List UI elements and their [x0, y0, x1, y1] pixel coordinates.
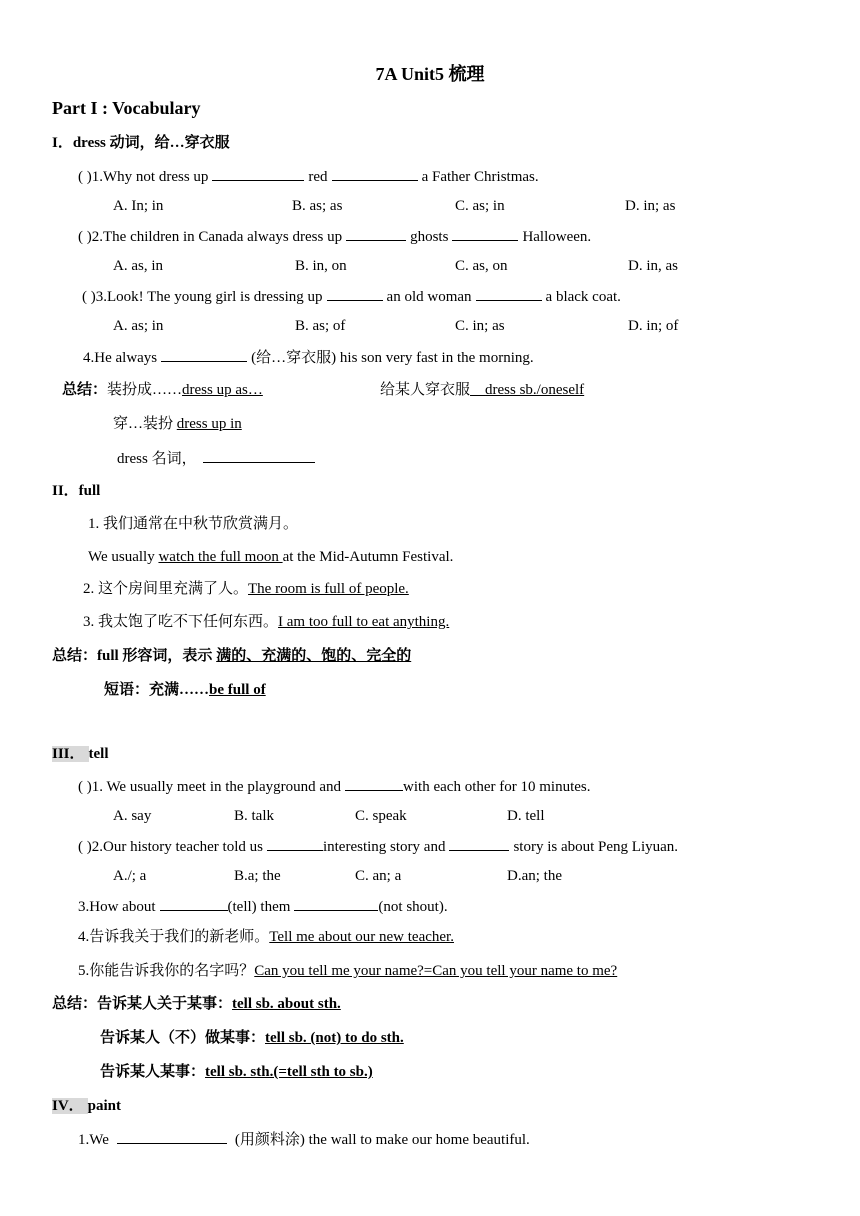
question-text: 1.We	[78, 1132, 109, 1148]
summary-text: 总结：full 形容词，表示	[52, 648, 217, 664]
summary-full	[52, 646, 411, 666]
option: A. as; in	[113, 318, 164, 334]
summary-answer: dress up as…	[182, 382, 263, 398]
answer-blank	[212, 166, 304, 181]
answer-blank	[203, 448, 315, 463]
full-example-3	[83, 612, 449, 632]
example-answer: I am too full to eat anything.	[278, 614, 450, 630]
section-word: tell	[88, 746, 109, 762]
section-heading-tell	[52, 744, 109, 764]
option: C. an; a	[355, 868, 402, 884]
option: D. in, as	[628, 258, 678, 274]
answer-paren: ( )	[78, 169, 92, 185]
question-text: 4.告诉我关于我们的新老师。	[78, 929, 270, 945]
question-text: 2.Our history teacher told us	[91, 839, 263, 855]
summary-tell-1	[52, 994, 341, 1014]
summary-answer: tell sb. (not) to do sth.	[265, 1030, 404, 1046]
summary-tell-3	[100, 1062, 379, 1082]
question-text: 5.你能告诉我你的名字吗？	[78, 963, 255, 979]
question-text: ghosts	[410, 229, 449, 245]
option: A. say	[113, 808, 152, 824]
summary-text: 短语：充满……	[104, 682, 210, 698]
summary-text: 穿…装扮	[113, 416, 177, 432]
summary-dress-4	[117, 448, 319, 469]
question-5-tell	[78, 961, 617, 981]
example-answer: Tell me about our new teacher.	[269, 929, 454, 945]
summary-answer: 满的、充满的、饱的、完全的	[216, 648, 412, 664]
section-heading-dress: I．dress 动词，给…穿衣服	[52, 135, 230, 151]
answer-paren: ( )	[78, 779, 92, 795]
option: D.an; the	[507, 868, 562, 884]
full-example-1-cn: 1. 我们通常在中秋节欣赏满月。	[88, 516, 299, 532]
question-text: (tell) them	[227, 899, 291, 915]
question-text: 3.Look! The young girl is dressing up	[95, 289, 323, 305]
option: D. in; of	[628, 318, 679, 334]
question-text: (not shout).	[378, 899, 448, 915]
summary-answer: dress up in	[176, 416, 242, 432]
question-2-dress	[78, 226, 591, 247]
summary-answer: tell sb. about sth.	[232, 996, 341, 1012]
option: D. in; as	[625, 198, 676, 214]
answer-paren: ( )	[78, 229, 92, 245]
option: A. as, in	[113, 258, 163, 274]
option: C. in; as	[455, 318, 505, 334]
summary-dress-2	[380, 380, 676, 400]
summary-answer: tell sb. sth.(=tell sth to sb.)	[205, 1064, 373, 1080]
question-text: red	[308, 169, 328, 185]
question-2-tell	[78, 836, 678, 857]
option: B. as; of	[295, 318, 346, 334]
example-text: 3. 我太饱了吃不下任何东西。	[83, 614, 279, 630]
question-text: 1. We usually meet in the playground and	[91, 779, 342, 795]
question-text: 2.The children in Canada always dress up	[91, 229, 343, 245]
section-word: paint	[87, 1098, 122, 1114]
summary-text: 总结：告诉某人关于某事：	[52, 996, 233, 1012]
option: A. In; in	[113, 198, 164, 214]
question-text: an old woman	[386, 289, 472, 305]
question-text: Halloween.	[522, 229, 592, 245]
answer-blank	[345, 776, 403, 791]
option: D. tell	[507, 808, 545, 824]
option: B.a; the	[234, 868, 281, 884]
example-text: at the Mid-Autumn Festival.	[282, 549, 454, 565]
answer-blank	[476, 286, 542, 301]
answer-blank	[449, 836, 509, 851]
answer-blank	[346, 226, 406, 241]
option: C. as; in	[455, 198, 505, 214]
answer-blank	[161, 347, 247, 362]
summary-text: 给某人穿衣服	[380, 382, 471, 398]
page-title: 7A Unit5 梳理	[375, 64, 485, 84]
answer-blank	[160, 896, 228, 911]
summary-dress-3	[113, 414, 303, 434]
option: B. talk	[234, 808, 274, 824]
example-text: 2. 这个房间里充满了人。	[83, 581, 249, 597]
section-number: IV．	[52, 1098, 88, 1114]
section-heading-paint	[52, 1096, 121, 1116]
summary-text: 告诉某人某事：	[100, 1064, 206, 1080]
option: B. as; as	[292, 198, 343, 214]
section-heading-full: II．full	[52, 483, 101, 499]
answer-blank	[117, 1129, 227, 1144]
answer-paren: ( )	[82, 289, 96, 305]
summary-label: 总结：	[62, 382, 108, 398]
question-3-dress	[82, 286, 621, 307]
question-1-tell	[78, 776, 591, 797]
option: B. in, on	[295, 258, 347, 274]
part-heading: Part I : Vocabulary	[52, 98, 201, 118]
summary-tell-2	[100, 1028, 404, 1048]
option: C. speak	[355, 808, 407, 824]
summary-answer: be full of	[209, 682, 266, 698]
answer-blank	[332, 166, 418, 181]
answer-blank	[452, 226, 518, 241]
example-answer: watch the full moon	[158, 549, 283, 565]
question-text: a Father Christmas.	[421, 169, 539, 185]
summary-dress-1	[62, 380, 294, 400]
answer-blank	[294, 896, 378, 911]
question-text: (给…穿衣服) his son very fast in the morning.	[251, 350, 534, 366]
summary-answer: dress sb./oneself	[485, 382, 585, 398]
answer-blank	[327, 286, 383, 301]
question-4-tell	[78, 927, 454, 947]
question-3-tell	[78, 896, 448, 917]
summary-text: dress 名词，	[117, 451, 197, 467]
question-text: 1.Why not dress up	[91, 169, 209, 185]
question-text: 3.How about	[78, 899, 156, 915]
phrase-full	[104, 680, 266, 700]
full-example-2	[83, 579, 409, 599]
question-text: story is about Peng Liyuan.	[513, 839, 679, 855]
section-number: III．	[52, 746, 89, 762]
example-answer: Can you tell me your name?=Can you tell your name to me?	[254, 963, 618, 979]
example-answer: The room is full of people.	[248, 581, 409, 597]
answer-blank	[267, 836, 323, 851]
question-text: 4.He always	[83, 350, 158, 366]
question-text: (用颜料涂) the wall to make our home beautiful.	[234, 1132, 530, 1148]
answer-paren: ( )	[78, 839, 92, 855]
summary-text: 装扮成……	[107, 382, 183, 398]
full-example-1-en	[88, 547, 453, 567]
summary-text: 告诉某人（不）做某事：	[100, 1030, 266, 1046]
question-4-dress	[83, 347, 534, 368]
option: A./; a	[113, 868, 147, 884]
example-text: We usually	[88, 549, 159, 565]
option: C. as, on	[455, 258, 508, 274]
question-text: with each other for 10 minutes.	[403, 779, 591, 795]
question-1-dress	[78, 166, 539, 187]
question-text: interesting story and	[322, 839, 446, 855]
question-1-paint	[78, 1129, 530, 1150]
question-text: a black coat.	[545, 289, 621, 305]
